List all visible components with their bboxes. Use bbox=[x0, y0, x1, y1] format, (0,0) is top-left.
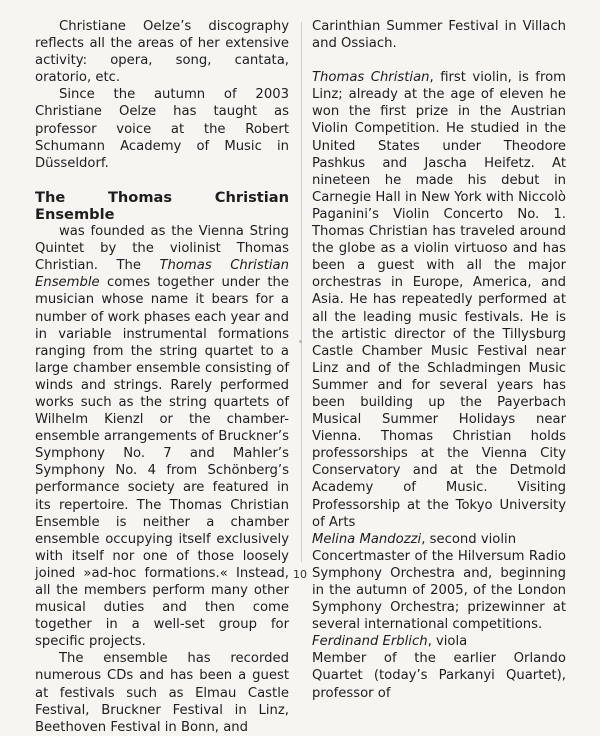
ferdinand-erblich-role: , viola bbox=[427, 634, 468, 650]
column-divider bbox=[301, 22, 302, 562]
ferdinand-erblich-name: Ferdinand Erblich bbox=[312, 634, 428, 650]
melina-mandozzi-name: Melina Mandozzi bbox=[312, 531, 422, 547]
thomas-christian-paragraph bbox=[312, 69, 566, 531]
fold-mark bbox=[299, 340, 302, 343]
ferdinand-erblich-bio: Member of the earlier Orlando Quartet (today’s Parkanyi Quartet), professor of bbox=[312, 651, 566, 701]
page-number: 10 bbox=[293, 568, 307, 581]
ensemble-heading: The Thomas Christian Ensemble bbox=[35, 188, 289, 223]
ensemble-name-italic: Thomas Christian Ensemble bbox=[35, 258, 289, 291]
ensemble-paragraph bbox=[35, 223, 289, 650]
thomas-christian-name: Thomas Christian bbox=[312, 70, 430, 86]
melina-mandozzi-role: , second violin bbox=[421, 531, 517, 547]
thomas-christian-bio: , first violin, is from Linz; already at the age of eleven he won the first prize in the Austrian Violin Competition. He studied in the United States under Theodore Pashkus and Jascha Heifetz. At nineteen he made his debut in Carnegie Hall in New York with Niccolò Paganini’s Violin Concerto No. 1. Thomas Christian has traveled around the globe as a violin virtuoso and has been a guest with all the major orchestras in Europe, America, and Asia. He has repeatedly performed at all the leading music festivals. He is the artistic director of the Tillysburg Castle Chamber Music Festival near Linz and of the Schladmingen Music Summer and for several years has been building up the Payerbach Musical Summer Holidays near Vienna. Thomas Christian holds professorships at the Vienna City Conservatory and at the Detmold Academy of Music. Visiting Professorship at the Tokyo University of Arts bbox=[312, 70, 566, 530]
ferdinand-erblich-line bbox=[312, 633, 566, 650]
recordings-paragraph: The ensemble has recorded numerous CDs and has been a guest at festivals such as Elmau Castle Festival, Bruckner Festival in Linz, Beethoven Festival in Bonn, and bbox=[35, 651, 289, 735]
festival-continuation: Carinthian Summer Festival in Villach and Ossiach. bbox=[312, 19, 566, 52]
left-column bbox=[35, 18, 289, 736]
ensemble-text-part2: comes together under the musician whose name it bears for a number of work phases each year and in variable instrumental formations ranging from the string quartet to a large chamber ensemble consisting of winds and strings. Rarely performed works such as the string quartets of Wilhelm Kienzl or the chamber-ensemble arrangements of Bruckner’s Symphony No. 7 and Mahler’s Symphony No. 4 from Schönberg’s performance society are featured in its repertoire. The Thomas Christian Ensemble is neither a chamber ensemble occupying itself exclusively with itself nor one of those loosely joined »ad-hoc formations.« Instead, all the members perform many other musical duties and then come together in a well-set group for specific projects. bbox=[35, 275, 289, 650]
discography-paragraph: Christiane Oelze’s discography reflects all the areas of her extensive activity: opera, song, cantata, oratorio, etc. bbox=[35, 19, 289, 86]
melina-mandozzi-line bbox=[312, 531, 566, 548]
professorship-paragraph: Since the autumn of 2003 Christiane Oelze has taught as professor voice at the Robert Schumann Academy of Music in Düsseldorf. bbox=[35, 87, 289, 171]
right-column bbox=[312, 18, 566, 702]
ensemble-text-part1: was founded as the Vienna String Quintet by the violinist Thomas Christian. The bbox=[35, 224, 289, 274]
melina-mandozzi-bio: Concertmaster of the Hilversum Radio Symphony Orchestra and, beginning in the autumn of 2005, of the London Symphony Orchestra; prizewinner at several international competitions. bbox=[312, 548, 566, 633]
